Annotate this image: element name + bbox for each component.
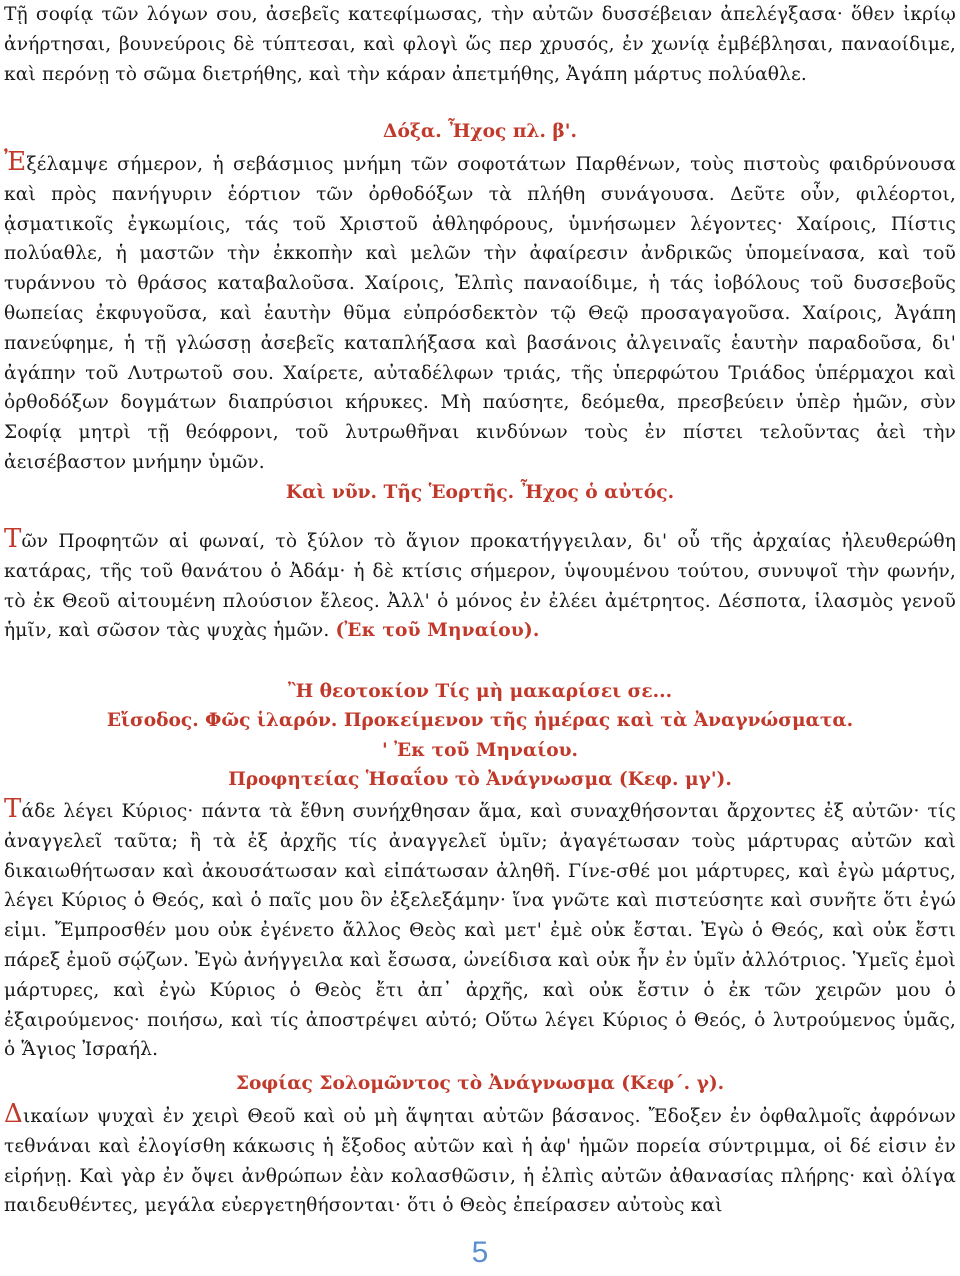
paragraph-text: Τῇ σοφίᾳ τῶν λόγων σου, ἀσεβεῖς κατεφίμωσας, τὴν αὐτῶν δυσσέβειαν ἀπελέγξασα· ὅθεν ἰκρίῳ ἀνήρτησαι, βουνεύροις δὲ τύπτεσαι, καὶ φλογὶ ὥς περ χρυσός, ἐν χωνίᾳ ἐμβέβλησαι, παναοίδιμε, καὶ περόνῃ τὸ σῶμα διετρήθης, καὶ τὴν κάραν ἀπετμήθης, Ἀγάπη μάρτυς πολύαθλε. [4, 4, 956, 85]
paragraph-hymn-agape [4, 0, 956, 89]
paragraph-isaiah-reading [4, 794, 956, 1065]
heading-theotokion: Ἢ θεοτοκίον Τίς μὴ μακαρίσει σε... [287, 681, 673, 702]
heading-prophecy-isaiah: Προφητείας Ἡσαΐου τὸ Ἀνάγνωσμα (Κεφ. μγ'). [228, 769, 732, 790]
heading-eisodos: Εἴσοδος. Φῶς ἱλαρόν. Προκείμενον τῆς ἡμέρας καὶ τὰ Ἀναγνώσματα. [106, 710, 854, 731]
paragraph-text: ῶν Προφητῶν αἱ φωναί, τὸ ξύλον τὸ ἅγιον προκατήγγειλαν, δι' οὗ τῆς ἀρχαίας ἠλευθερώθη κατάρας, τῆς τοῦ θανάτου ὁ Ἀδάμ· ἡ δὲ κτίσις σήμερον, ὑψουμένου τούτου, συνυψοῖ τὴν φωνήν, τὸ ἐκ Θεοῦ αἰτουμένη πλούσιον ἔλεος. Ἀλλ' ὁ μόνος ἐν ἐλέει ἀμέτρητος. Δέσποτα, ἱλασμὸς γενοῦ ἡμῖν, καὶ σῶσον τὰς ψυχὰς ἡμῶν. [4, 531, 956, 642]
heading-kai-nyn: Καὶ νῦν. Τῆς Ἑορτῆς. Ἦχος ὁ αὐτός. [285, 482, 675, 503]
heading-menaion: ' Ἐκ τοῦ Μηναίου. [381, 740, 578, 761]
paragraph-feast-hymn [4, 524, 956, 646]
dropcap: Ἐ [4, 147, 27, 177]
page-number: 5 [471, 1236, 489, 1269]
dropcap: Δ [4, 1099, 23, 1129]
paragraph-text: ξέλαμψε σήμερον, ἡ σεβάσμιος μνήμη τῶν σοφοτάτων Παρθένων, τοὺς πιστοὺς φαιδρύνουσα καὶ πρὸς πανήγυριν ἑόρτιον τῶν ὀρθοδόξων τὰ πλήθη συνάγουσα. Δεῦτε οὖν, φιλέορτοι, ᾀσματικοῖς ἐγκωμίοις, τάς τοῦ Χριστοῦ ἀθληφόρους, ὑμνήσωμεν λέγοντες· Χαίροις, Πίστις πολύαθλε, ἡ μαστῶν τὴν ἐκκοπὴν καὶ μελῶν τὴν ἀφαίρεσιν ἀνδρικῶς ὑπομείνασα, καὶ τοῦ τυράννου τὸ θράσος καταβαλοῦσα. Χαίροις, Ἐλπὶς παναοίδιμε, ἡ τάς ἰοβόλους τοῦ δυσσεβοῦς θωπείας ἐκφυγοῦσα, καὶ ἑαυτὴν θῦμα εὐπρόσδεκτὸν τῷ Θεῷ προσαγαγοῦσα. Χαίροις, Ἀγάπη πανεύφημε, ἡ τῇ γλώσσῃ ἀσεβεῖς καταπλήξασα καὶ βασάνοις ἀλγειναῖς ἑαυτὴν παραδοῦσα, δι' ἀγάπην τοῦ Λυτρωτοῦ σου. Χαίρετε, αὐταδέλφων τριάς, τῆς ὑπερφώτου Τριάδος ὑπέρμαχοι καὶ ὀρθοδόξων δογμάτων διαπρύσιοι κήρυκες. Μὴ παύσητε, δεόμεθα, πρεσβεύειν ὑπὲρ ἡμῶν, σὺν Σοφίᾳ μητρὶ τῇ θεόφρονι, τοῦ λυτρωθῆναι κινδύνων τοὺς ἐν πίστει τελοῦντας ἀεὶ τὴν ἀεισέβαστον μνήμην ὑμῶν. [4, 154, 956, 473]
dropcap: Τ [4, 794, 22, 824]
paragraph-text: ικαίων ψυχαὶ ἐν χειρὶ Θεοῦ καὶ οὐ μὴ ἅψηται αὐτῶν βάσανος. Ἔδοξεν ἐν ὀφθαλμοῖς ἀφρόνων τεθνάναι καὶ ἐλογίσθη κάκωσις ἡ ἔξοδος αὐτῶν καὶ ἡ ἀφ' ἡμῶν πορεία σύντριμμα, οἱ δέ εἰσιν ἐν εἰρήνῃ. Καὶ γὰρ ἐν ὄψει ἀνθρώπων ἐὰν κολασθῶσιν, ἡ ἐλπὶς αὐτῶν ἀθανασίας πλήρης· καὶ ὀλίγα παιδευθέντες, μεγάλα εὐεργετηθήσονται· ὅτι ὁ Θεὸς ἐπείρασεν αὐτοὺς καὶ [4, 1106, 956, 1217]
source-note: (Ἐκ τοῦ Μηναίου). [335, 620, 540, 642]
paragraph-text: άδε λέγει Κύριος· πάντα τὰ ἔθνη συνήχθησαν ἅμα, καὶ συναχθήσονται ἄρχοντες ἐξ αὐτῶν· τίς ἀναγγελεῖ ταῦτα; ἢ τὰ ἐξ ἀρχῆς τίς ἀναγγελεῖ ὑμῖν; ἀγαγέτωσαν τοὺς μάρτυρας αὐτῶν καὶ δικαιωθήτωσαν καὶ ἀκουσάτωσαν καὶ εἰπάτωσαν ἀληθῆ. Γίνε-σθέ μοι μάρτυρες, καὶ ἐγὼ μάρτυς, λέγει Κύριος ὁ Θεός, καὶ ὁ παῖς μου ὃν ἐξελεξάμην· ἵνα γνῶτε καὶ πιστεύσητε καὶ συνῆτε ὅτι ἐγώ εἰμι. Ἔμπροσθέν μου οὐκ ἐγένετο ἄλλος Θεὸς καὶ μετ' ἐμὲ οὐκ ἔσται. Ἐγὼ ὁ Θεός, καὶ οὐκ ἔστι πάρεξ ἐμοῦ σῴζων. Ἐγὼ ἀνήγγειλα καὶ ἔσωσα, ὠνείδισα καὶ οὐκ ἦν ἐν ὑμῖν ἀλλότριος. Ὑμεῖς ἐμοὶ μάρτυρες, καὶ ἐγὼ Κύριος ὁ Θεὸς ἔτι ἀπ᾽ ἀρχῆς, καὶ οὐκ ἔστιν ὁ ἐκ τῶν χειρῶν μου ὁ ἐξαιρούμενος· ποιήσω, καὶ τίς ἀποστρέψει αὐτό; Οὕτω λέγει Κύριος ὁ Θεός, ὁ λυτρούμενος ὑμᾶς, ὁ Ἅγιος Ἰσραήλ. [4, 801, 956, 1061]
heading-doxa: Δόξα. Ἦχος πλ. β'. [383, 121, 577, 142]
paragraph-doxastikon [4, 147, 956, 478]
heading-wisdom-reading: Σοφίας Σολομῶντος τὸ Ἀνάγνωσμα (Κεφ΄. γ). [235, 1073, 725, 1094]
dropcap: Τ [4, 524, 22, 554]
paragraph-wisdom-reading [4, 1099, 956, 1221]
